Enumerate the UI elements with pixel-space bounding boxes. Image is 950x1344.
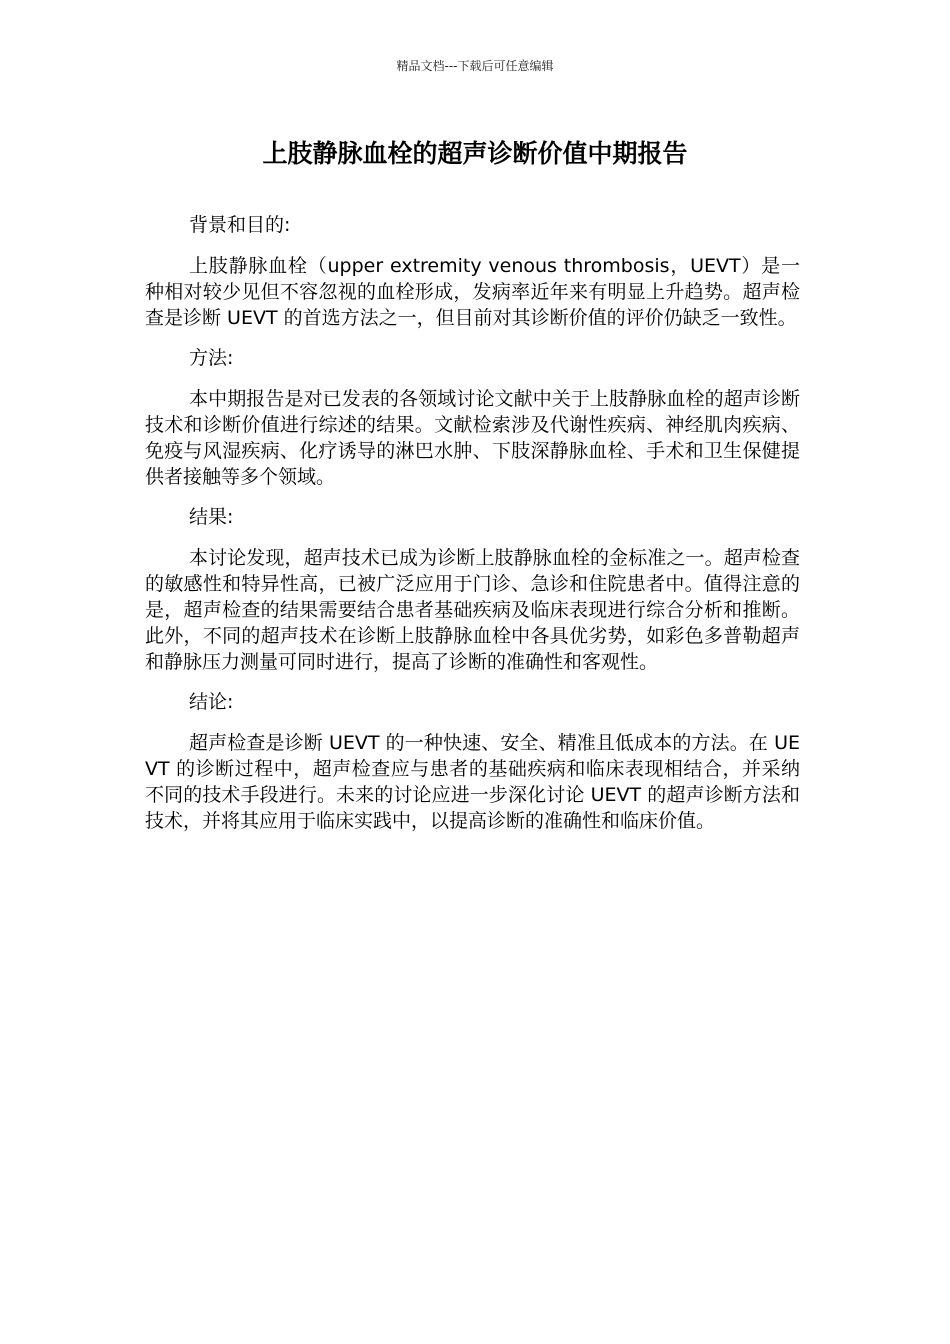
section-results xyxy=(145,504,800,675)
section-background xyxy=(145,212,800,331)
section-heading: 结果: xyxy=(189,506,234,528)
section-paragraph: 本中期报告是对已发表的各领域讨论文献中关于上肢静脉血栓的超声诊断技术和诊断价值进行综述的结果。文献检索涉及代谢性疾病、神经肌肉疾病、免疫与风湿疾病、化疗诱导的淋巴水肿、下肢深静脉血栓、手术和卫生保健提供者接触等多个领域。 xyxy=(145,388,800,488)
section-conclusion xyxy=(145,689,800,834)
document-title: 上肢静脉血栓的超声诊断价值中期报告 xyxy=(262,139,688,168)
page-header-note: 精品文档---下载后可任意编辑 xyxy=(396,59,554,73)
document-body xyxy=(145,212,800,848)
section-heading: 结论: xyxy=(189,691,234,713)
section-paragraph: 超声检查是诊断 UEVT 的一种快速、安全、精准且低成本的方法。在 UEVT 的诊断过程中，超声检查应与患者的基础疾病和临床表现相结合，并采纳不同的技术手段进行。未来的讨论应进一步深化讨论 UEVT 的超声诊断方法和技术，并将其应用于临床实践中，以提高诊断的准确性和临床价值。 xyxy=(145,732,800,832)
section-heading: 背景和目的: xyxy=(189,214,291,236)
section-methods xyxy=(145,345,800,490)
section-paragraph: 上肢静脉血栓（upper extremity venous thrombosis，UEVT）是一种相对较少见但不容忽视的血栓形成，发病率近年来有明显上升趋势。超声检查是诊断 UEVT 的首选方法之一，但目前对其诊断价值的评价仍缺乏一致性。 xyxy=(145,255,800,329)
section-paragraph: 本讨论发现，超声技术已成为诊断上肢静脉血栓的金标准之一。超声检查的敏感性和特异性高，已被广泛应用于门诊、急诊和住院患者中。值得注意的是，超声检查的结果需要结合患者基础疾病及临床表现进行综合分析和推断。此外，不同的超声技术在诊断上肢静脉血栓中各具优劣势，如彩色多普勒超声和静脉压力测量可同时进行，提高了诊断的准确性和客观性。 xyxy=(145,547,800,673)
section-heading: 方法: xyxy=(189,347,234,369)
